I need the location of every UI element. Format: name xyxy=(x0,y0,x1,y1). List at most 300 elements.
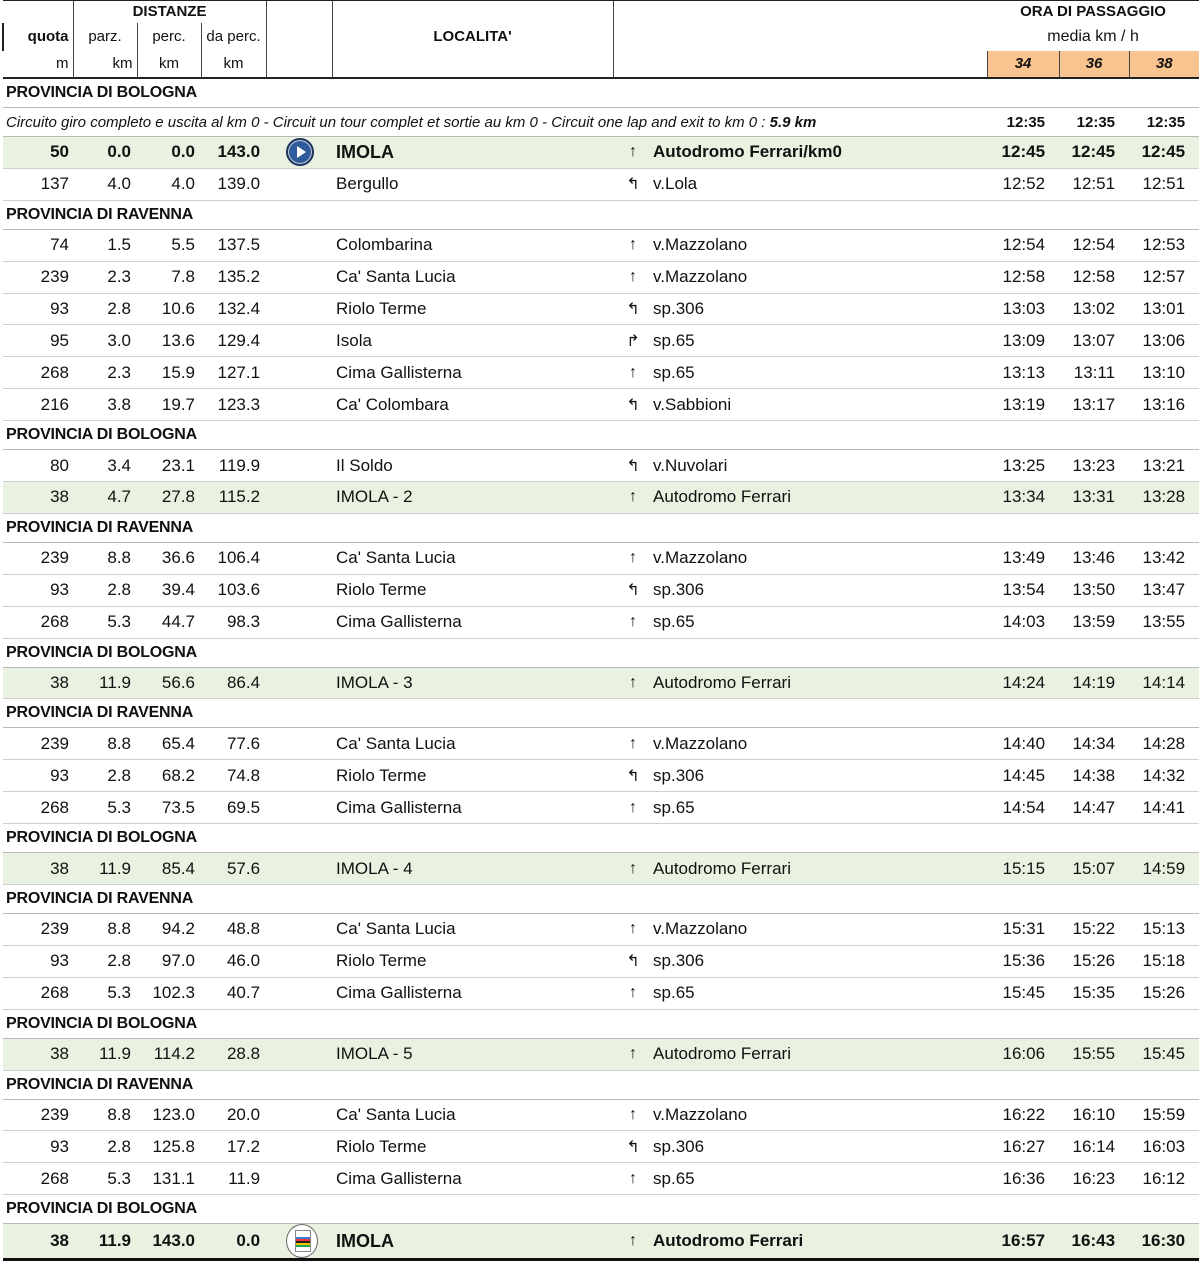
table-row xyxy=(3,914,1199,946)
localita-cell: Colombarina xyxy=(332,229,613,261)
time-34: 12:54 xyxy=(987,229,1059,261)
quota-cell: 95 xyxy=(3,325,73,357)
direction-icon: ↑ xyxy=(613,977,653,1009)
time-34: 16:36 xyxy=(987,1163,1059,1195)
province-header xyxy=(3,638,1199,667)
da-perc-cell: 98.3 xyxy=(201,606,266,638)
da-perc-cell: 132.4 xyxy=(201,293,266,325)
unit-km-parz: km xyxy=(73,51,137,78)
province-header xyxy=(3,513,1199,542)
localita-cell: Cima Gallisterna xyxy=(332,606,613,638)
quota-cell: 74 xyxy=(3,229,73,261)
table-row xyxy=(3,325,1199,357)
province-header xyxy=(3,421,1199,450)
time-38: 12:53 xyxy=(1129,229,1199,261)
province-name: PROVINCIA DI RAVENNA xyxy=(3,1070,1199,1099)
road-cell: sp.65 xyxy=(653,325,987,357)
quota-cell: 239 xyxy=(3,728,73,760)
direction-icon: ↱ xyxy=(613,325,653,357)
header-media: media km / h xyxy=(1047,28,1139,45)
localita-cell: IMOLA - 4 xyxy=(332,853,613,885)
da-perc-cell: 143.0 xyxy=(201,137,266,169)
perc-cell: 131.1 xyxy=(137,1163,201,1195)
localita-cell: Riolo Terme xyxy=(332,945,613,977)
parz-cell: 11.9 xyxy=(73,667,137,699)
da-perc-cell: 106.4 xyxy=(201,542,266,574)
time-38: 13:55 xyxy=(1129,606,1199,638)
da-perc-cell: 119.9 xyxy=(201,450,266,482)
localita-cell: Ca' Santa Lucia xyxy=(332,261,613,293)
time-38: 12:35 xyxy=(1129,108,1199,137)
road-cell: sp.65 xyxy=(653,977,987,1009)
icon-cell xyxy=(266,168,332,200)
road-cell: v.Mazzolano xyxy=(653,261,987,293)
table-body xyxy=(3,78,1199,1260)
province-name: PROVINCIA DI BOLOGNA xyxy=(3,1009,1199,1038)
quota-cell: 268 xyxy=(3,1163,73,1195)
table-row xyxy=(3,542,1199,574)
icon-cell xyxy=(266,977,332,1009)
time-38: 16:03 xyxy=(1129,1131,1199,1163)
time-36: 12:54 xyxy=(1059,229,1129,261)
province-header xyxy=(3,885,1199,914)
province-name: PROVINCIA DI BOLOGNA xyxy=(3,824,1199,853)
icon-cell xyxy=(266,1038,332,1070)
road-cell: Autodromo Ferrari xyxy=(653,1224,987,1260)
icon-cell xyxy=(266,667,332,699)
time-36: 15:55 xyxy=(1059,1038,1129,1070)
icon-cell xyxy=(266,450,332,482)
table-row xyxy=(3,1099,1199,1131)
da-perc-cell: 115.2 xyxy=(201,482,266,514)
time-34: 12:45 xyxy=(987,137,1059,169)
localita-cell: Il Soldo xyxy=(332,450,613,482)
time-38: 16:12 xyxy=(1129,1163,1199,1195)
table-row xyxy=(3,482,1199,514)
direction-icon: ↰ xyxy=(613,760,653,792)
direction-icon: ↑ xyxy=(613,357,653,389)
header-da-perc: da perc. xyxy=(201,23,266,51)
time-34: 13:19 xyxy=(987,389,1059,421)
perc-cell: 27.8 xyxy=(137,482,201,514)
direction-icon: ↑ xyxy=(613,914,653,946)
perc-cell: 10.6 xyxy=(137,293,201,325)
province-name: PROVINCIA DI RAVENNA xyxy=(3,513,1199,542)
time-36: 12:58 xyxy=(1059,261,1129,293)
icon-cell xyxy=(266,1131,332,1163)
perc-cell: 23.1 xyxy=(137,450,201,482)
road-cell: v.Mazzolano xyxy=(653,914,987,946)
time-34: 14:54 xyxy=(987,792,1059,824)
icon-cell xyxy=(266,261,332,293)
quota-cell: 216 xyxy=(3,389,73,421)
icon-cell xyxy=(266,1163,332,1195)
perc-cell: 56.6 xyxy=(137,667,201,699)
circuit-note-row xyxy=(3,108,1199,137)
parz-cell: 11.9 xyxy=(73,1224,137,1260)
time-38: 14:28 xyxy=(1129,728,1199,760)
direction-icon: ↑ xyxy=(613,1163,653,1195)
time-34: 13:34 xyxy=(987,482,1059,514)
speed-34: 34 xyxy=(987,51,1059,78)
localita-cell: Ca' Colombara xyxy=(332,389,613,421)
time-36: 15:35 xyxy=(1059,977,1129,1009)
road-cell: sp.65 xyxy=(653,357,987,389)
localita-cell: IMOLA - 3 xyxy=(332,667,613,699)
da-perc-cell: 40.7 xyxy=(201,977,266,1009)
parz-cell: 8.8 xyxy=(73,1099,137,1131)
time-38: 13:06 xyxy=(1129,325,1199,357)
time-38: 15:26 xyxy=(1129,977,1199,1009)
da-perc-cell: 129.4 xyxy=(201,325,266,357)
da-perc-cell: 123.3 xyxy=(201,389,266,421)
quota-cell: 93 xyxy=(3,293,73,325)
road-cell: v.Mazzolano xyxy=(653,229,987,261)
quota-cell: 38 xyxy=(3,1038,73,1070)
icon-cell xyxy=(266,389,332,421)
parz-cell: 0.0 xyxy=(73,137,137,169)
time-36: 16:23 xyxy=(1059,1163,1129,1195)
time-36: 13:02 xyxy=(1059,293,1129,325)
quota-cell: 93 xyxy=(3,945,73,977)
da-perc-cell: 57.6 xyxy=(201,853,266,885)
da-perc-cell: 137.5 xyxy=(201,229,266,261)
province-header xyxy=(3,1009,1199,1038)
icon-cell xyxy=(266,1099,332,1131)
parz-cell: 4.7 xyxy=(73,482,137,514)
time-34: 13:03 xyxy=(987,293,1059,325)
direction-icon: ↑ xyxy=(613,229,653,261)
time-34: 14:45 xyxy=(987,760,1059,792)
header-quota: quota xyxy=(3,23,73,51)
circuit-length: 5.9 km xyxy=(769,113,817,131)
road-cell: sp.65 xyxy=(653,1163,987,1195)
table-row xyxy=(3,1038,1199,1070)
time-38: 15:18 xyxy=(1129,945,1199,977)
road-cell: Autodromo Ferrari/km0 xyxy=(653,137,987,169)
table-row xyxy=(3,389,1199,421)
table-row xyxy=(3,450,1199,482)
time-36: 12:35 xyxy=(1059,108,1129,137)
road-cell: sp.306 xyxy=(653,945,987,977)
parz-cell: 5.3 xyxy=(73,792,137,824)
perc-cell: 114.2 xyxy=(137,1038,201,1070)
perc-cell: 94.2 xyxy=(137,914,201,946)
quota-cell: 38 xyxy=(3,667,73,699)
unit-km-perc: km xyxy=(137,51,201,78)
da-perc-cell: 86.4 xyxy=(201,667,266,699)
direction-icon: ↰ xyxy=(613,1131,653,1163)
parz-cell: 4.0 xyxy=(73,168,137,200)
icon-cell xyxy=(266,325,332,357)
perc-cell: 97.0 xyxy=(137,945,201,977)
province-header xyxy=(3,824,1199,853)
province-name: PROVINCIA DI BOLOGNA xyxy=(3,1195,1199,1224)
da-perc-cell: 74.8 xyxy=(201,760,266,792)
time-38: 13:42 xyxy=(1129,542,1199,574)
time-36: 13:46 xyxy=(1059,542,1129,574)
parz-cell: 3.0 xyxy=(73,325,137,357)
localita-cell: Riolo Terme xyxy=(332,574,613,606)
time-34: 13:49 xyxy=(987,542,1059,574)
time-34: 13:25 xyxy=(987,450,1059,482)
time-34: 16:27 xyxy=(987,1131,1059,1163)
quota-cell: 268 xyxy=(3,792,73,824)
header-parz: parz. xyxy=(73,23,137,51)
timetable xyxy=(2,0,1199,1261)
province-header xyxy=(3,699,1199,728)
da-perc-cell: 139.0 xyxy=(201,168,266,200)
direction-icon: ↑ xyxy=(613,728,653,760)
perc-cell: 68.2 xyxy=(137,760,201,792)
perc-cell: 125.8 xyxy=(137,1131,201,1163)
time-38: 15:59 xyxy=(1129,1099,1199,1131)
localita-cell: IMOLA - 2 xyxy=(332,482,613,514)
table-header xyxy=(3,1,1199,79)
da-perc-cell: 69.5 xyxy=(201,792,266,824)
time-34: 13:13 xyxy=(987,357,1059,389)
time-36: 13:17 xyxy=(1059,389,1129,421)
localita-cell: Ca' Santa Lucia xyxy=(332,728,613,760)
road-cell: Autodromo Ferrari xyxy=(653,1038,987,1070)
road-cell: sp.306 xyxy=(653,760,987,792)
localita-cell: Bergullo xyxy=(332,168,613,200)
perc-cell: 123.0 xyxy=(137,1099,201,1131)
province-name: PROVINCIA DI BOLOGNA xyxy=(3,78,1199,108)
icon-cell xyxy=(266,574,332,606)
header-perc: perc. xyxy=(137,23,201,51)
time-36: 15:26 xyxy=(1059,945,1129,977)
quota-cell: 239 xyxy=(3,1099,73,1131)
icon-cell xyxy=(266,229,332,261)
time-34: 15:15 xyxy=(987,853,1059,885)
time-36: 13:23 xyxy=(1059,450,1129,482)
header-distanze: DISTANZE xyxy=(73,1,266,24)
quota-cell: 93 xyxy=(3,574,73,606)
time-38: 14:14 xyxy=(1129,667,1199,699)
quota-cell: 239 xyxy=(3,261,73,293)
table-row xyxy=(3,168,1199,200)
localita-cell: Cima Gallisterna xyxy=(332,977,613,1009)
province-header xyxy=(3,1070,1199,1099)
time-36: 16:10 xyxy=(1059,1099,1129,1131)
table-row xyxy=(3,261,1199,293)
quota-cell: 239 xyxy=(3,542,73,574)
da-perc-cell: 11.9 xyxy=(201,1163,266,1195)
parz-cell: 2.3 xyxy=(73,357,137,389)
road-cell: v.Nuvolari xyxy=(653,450,987,482)
localita-cell: Cima Gallisterna xyxy=(332,792,613,824)
road-cell: sp.65 xyxy=(653,792,987,824)
time-34: 12:58 xyxy=(987,261,1059,293)
table-row xyxy=(3,357,1199,389)
header-ora-di-passaggio: ORA DI PASSAGGIO xyxy=(987,1,1199,24)
road-cell: Autodromo Ferrari xyxy=(653,667,987,699)
localita-cell: Cima Gallisterna xyxy=(332,357,613,389)
parz-cell: 5.3 xyxy=(73,1163,137,1195)
time-36: 14:19 xyxy=(1059,667,1129,699)
quota-cell: 93 xyxy=(3,760,73,792)
da-perc-cell: 46.0 xyxy=(201,945,266,977)
time-34: 15:31 xyxy=(987,914,1059,946)
table-row xyxy=(3,293,1199,325)
parz-cell: 5.3 xyxy=(73,606,137,638)
time-38: 15:45 xyxy=(1129,1038,1199,1070)
time-34: 14:24 xyxy=(987,667,1059,699)
time-38: 14:59 xyxy=(1129,853,1199,885)
da-perc-cell: 127.1 xyxy=(201,357,266,389)
circuit-note-text: Circuito giro completo e uscita al km 0 - Circuit un tour complet et sortie au km 0 - Circuit one lap and exit to km 0 : xyxy=(6,113,770,131)
parz-cell: 8.8 xyxy=(73,542,137,574)
perc-cell: 4.0 xyxy=(137,168,201,200)
direction-icon: ↑ xyxy=(613,792,653,824)
da-perc-cell: 0.0 xyxy=(201,1224,266,1260)
localita-cell: Ca' Santa Lucia xyxy=(332,914,613,946)
icon-cell xyxy=(266,945,332,977)
quota-cell: 80 xyxy=(3,450,73,482)
direction-icon: ↰ xyxy=(613,389,653,421)
localita-cell: Ca' Santa Lucia xyxy=(332,1099,613,1131)
time-36: 14:47 xyxy=(1059,792,1129,824)
quota-cell: 137 xyxy=(3,168,73,200)
road-cell: Autodromo Ferrari xyxy=(653,482,987,514)
perc-cell: 15.9 xyxy=(137,357,201,389)
quota-cell: 268 xyxy=(3,977,73,1009)
direction-icon: ↑ xyxy=(613,606,653,638)
road-cell: v.Mazzolano xyxy=(653,728,987,760)
icon-cell xyxy=(266,542,332,574)
direction-icon: ↰ xyxy=(613,450,653,482)
localita-cell: IMOLA xyxy=(332,137,613,169)
time-36: 15:22 xyxy=(1059,914,1129,946)
province-header xyxy=(3,200,1199,229)
province-name: PROVINCIA DI RAVENNA xyxy=(3,200,1199,229)
quota-cell: 50 xyxy=(3,137,73,169)
table-row xyxy=(3,1163,1199,1195)
province-name: PROVINCIA DI RAVENNA xyxy=(3,885,1199,914)
localita-cell: IMOLA - 5 xyxy=(332,1038,613,1070)
time-34: 16:06 xyxy=(987,1038,1059,1070)
time-36: 14:38 xyxy=(1059,760,1129,792)
time-36: 16:43 xyxy=(1059,1224,1129,1260)
time-36: 13:50 xyxy=(1059,574,1129,606)
icon-cell xyxy=(266,293,332,325)
time-34: 15:45 xyxy=(987,977,1059,1009)
icon-cell xyxy=(266,792,332,824)
da-perc-cell: 103.6 xyxy=(201,574,266,606)
table-row xyxy=(3,137,1199,169)
perc-cell: 19.7 xyxy=(137,389,201,421)
time-38: 14:32 xyxy=(1129,760,1199,792)
localita-cell: Ca' Santa Lucia xyxy=(332,542,613,574)
time-38: 12:57 xyxy=(1129,261,1199,293)
perc-cell: 39.4 xyxy=(137,574,201,606)
time-36: 12:51 xyxy=(1059,168,1129,200)
province-name: PROVINCIA DI RAVENNA xyxy=(3,699,1199,728)
perc-cell: 65.4 xyxy=(137,728,201,760)
table-row xyxy=(3,728,1199,760)
time-38: 15:13 xyxy=(1129,914,1199,946)
da-perc-cell: 17.2 xyxy=(201,1131,266,1163)
direction-icon: ↰ xyxy=(613,574,653,606)
perc-cell: 5.5 xyxy=(137,229,201,261)
parz-cell: 8.8 xyxy=(73,914,137,946)
direction-icon: ↑ xyxy=(613,1038,653,1070)
da-perc-cell: 135.2 xyxy=(201,261,266,293)
quota-cell: 38 xyxy=(3,1224,73,1260)
localita-cell: Riolo Terme xyxy=(332,293,613,325)
parz-cell: 3.8 xyxy=(73,389,137,421)
perc-cell: 7.8 xyxy=(137,261,201,293)
road-cell: Autodromo Ferrari xyxy=(653,853,987,885)
direction-icon: ↑ xyxy=(613,482,653,514)
time-38: 14:41 xyxy=(1129,792,1199,824)
parz-cell: 2.8 xyxy=(73,760,137,792)
parz-cell: 11.9 xyxy=(73,1038,137,1070)
quota-cell: 38 xyxy=(3,853,73,885)
speed-36: 36 xyxy=(1059,51,1129,78)
icon-cell xyxy=(266,728,332,760)
time-34: 12:35 xyxy=(987,108,1059,137)
time-34: 16:57 xyxy=(987,1224,1059,1260)
time-34: 14:40 xyxy=(987,728,1059,760)
parz-cell: 2.3 xyxy=(73,261,137,293)
time-36: 13:11 xyxy=(1059,357,1129,389)
icon-cell xyxy=(266,137,332,169)
localita-cell: Isola xyxy=(332,325,613,357)
time-36: 14:34 xyxy=(1059,728,1129,760)
time-34: 13:09 xyxy=(987,325,1059,357)
province-header xyxy=(3,78,1199,108)
circuit-note xyxy=(3,108,987,137)
icon-cell xyxy=(266,853,332,885)
perc-cell: 13.6 xyxy=(137,325,201,357)
time-34: 13:54 xyxy=(987,574,1059,606)
province-name: PROVINCIA DI BOLOGNA xyxy=(3,638,1199,667)
localita-cell: Cima Gallisterna xyxy=(332,1163,613,1195)
da-perc-cell: 20.0 xyxy=(201,1099,266,1131)
da-perc-cell: 77.6 xyxy=(201,728,266,760)
time-38: 13:10 xyxy=(1129,357,1199,389)
unit-m: m xyxy=(3,51,73,78)
perc-cell: 102.3 xyxy=(137,977,201,1009)
time-34: 14:03 xyxy=(987,606,1059,638)
perc-cell: 0.0 xyxy=(137,137,201,169)
direction-icon: ↑ xyxy=(613,261,653,293)
road-cell: v.Lola xyxy=(653,168,987,200)
perc-cell: 36.6 xyxy=(137,542,201,574)
province-header xyxy=(3,1195,1199,1224)
quota-cell: 268 xyxy=(3,357,73,389)
localita-cell: IMOLA xyxy=(332,1224,613,1260)
time-38: 13:16 xyxy=(1129,389,1199,421)
parz-cell: 8.8 xyxy=(73,728,137,760)
road-cell: v.Mazzolano xyxy=(653,1099,987,1131)
perc-cell: 73.5 xyxy=(137,792,201,824)
perc-cell: 143.0 xyxy=(137,1224,201,1260)
parz-cell: 2.8 xyxy=(73,945,137,977)
localita-cell: Riolo Terme xyxy=(332,1131,613,1163)
parz-cell: 2.8 xyxy=(73,1131,137,1163)
direction-icon: ↑ xyxy=(613,667,653,699)
parz-cell: 2.8 xyxy=(73,293,137,325)
table-row xyxy=(3,945,1199,977)
table-row xyxy=(3,229,1199,261)
road-cell: sp.306 xyxy=(653,1131,987,1163)
time-38: 16:30 xyxy=(1129,1224,1199,1260)
table-row xyxy=(3,792,1199,824)
table-row xyxy=(3,1131,1199,1163)
